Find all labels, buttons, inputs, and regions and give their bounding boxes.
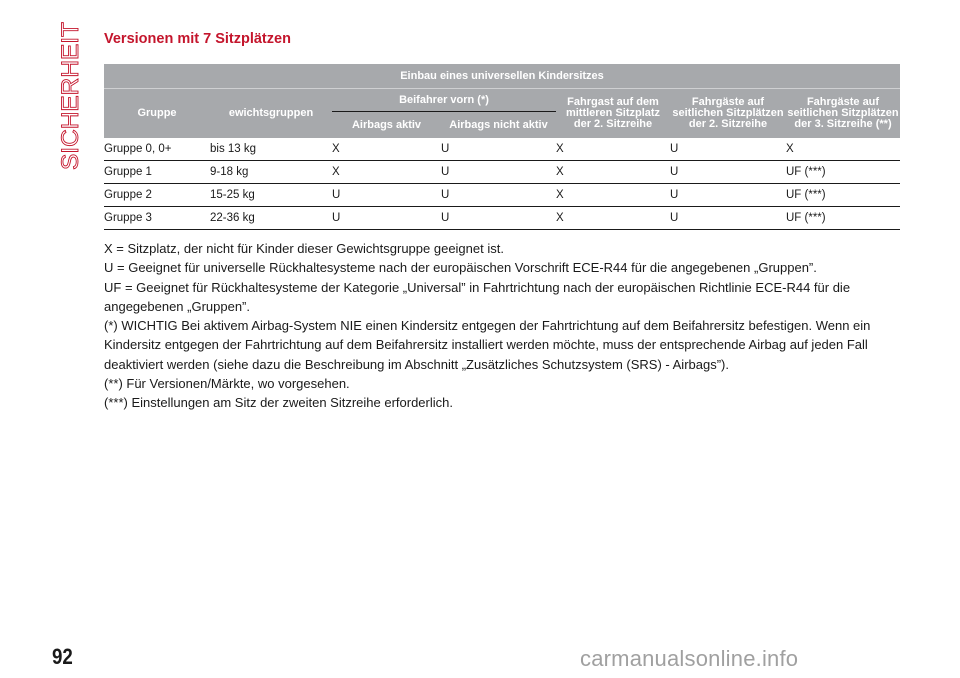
side-section-title-text: SICHERHEIT: [57, 24, 84, 170]
col-airbag-active-header: Airbags aktiv: [332, 112, 441, 139]
cell-weight: 22-36 kg: [210, 207, 332, 230]
col-side-row3-header: Fahrgäste auf seitlichen Sitzplätzen der 3. Sitzreihe (**): [786, 89, 900, 139]
col-middle-seat-header: Fahrgast auf dem mittleren Sitzplatz der 2. Sitzreihe: [556, 89, 670, 139]
child-seat-table: [104, 64, 900, 230]
table-row: [104, 138, 900, 161]
cell-middle-seat: X: [556, 207, 670, 230]
section-title: Versionen mit 7 Sitzplätzen: [104, 31, 291, 47]
note-seat-adjustment: (***) Einstellungen am Sitz der zweiten Sitzreihe erforderlich.: [104, 395, 453, 411]
cell-airbag-inactive: U: [441, 138, 556, 161]
cell-airbag-inactive: U: [441, 161, 556, 184]
cell-airbag-inactive: U: [441, 184, 556, 207]
table-main-header: Einbau eines universellen Kindersitzes: [104, 64, 900, 89]
cell-side-row3: X: [786, 138, 900, 161]
watermark: carmanualsonline.info: [580, 646, 799, 671]
cell-group: Gruppe 3: [104, 207, 210, 230]
cell-airbag-active: X: [332, 138, 441, 161]
cell-middle-seat: X: [556, 161, 670, 184]
note-markets: (**) Für Versionen/Märkte, wo vorgesehen.: [104, 376, 350, 392]
table-row: [104, 161, 900, 184]
legend-notes: [104, 239, 904, 413]
note-airbag-warning: (*) WICHTIG Bei aktivem Airbag-System NIE einen Kindersitz entgegen der Fahrtrichtung auf dem Beifahrersitz befestigen. Wenn ein Kindersitz entgegen der Fahrtrichtung auf dem Beifahrersitz installiert werden möchte, muss der entsprechende Airbag auf jeden Fall deaktiviert werden (siehe dazu die Beschreibung im Abschnitt „Zusätzliches Schutzsystem (SRS) - Airbags”).: [104, 318, 871, 372]
cell-side-row2: U: [670, 207, 786, 230]
note-uf: UF = Geeignet für Rückhaltesysteme der Kategorie „Universal” in Fahrtrichtung nach der europäischen Richtlinie ECE-R44 für die angegebenen „Gruppen”.: [104, 279, 851, 314]
cell-airbag-active: U: [332, 207, 441, 230]
cell-group: Gruppe 0, 0+: [104, 138, 210, 161]
cell-side-row2: U: [670, 184, 786, 207]
cell-side-row2: U: [670, 138, 786, 161]
cell-side-row3: UF (***): [786, 207, 900, 230]
col-side-row2-header: Fahrgäste auf seitlichen Sitzplätzen der 2. Sitzreihe: [670, 89, 786, 139]
cell-weight: 15-25 kg: [210, 184, 332, 207]
cell-airbag-active: U: [332, 184, 441, 207]
side-section-title: [56, 20, 86, 170]
col-weight-header: ewichtsgruppen: [210, 89, 332, 139]
cell-side-row2: U: [670, 161, 786, 184]
col-airbag-inactive-header: Airbags nicht aktiv: [441, 112, 556, 139]
cell-weight: bis 13 kg: [210, 138, 332, 161]
cell-airbag-active: X: [332, 161, 441, 184]
cell-side-row3: UF (***): [786, 161, 900, 184]
col-front-passenger-header: Beifahrer vorn (*): [332, 89, 556, 112]
col-group-header: Gruppe: [104, 89, 210, 139]
cell-weight: 9-18 kg: [210, 161, 332, 184]
cell-middle-seat: X: [556, 138, 670, 161]
cell-airbag-inactive: U: [441, 207, 556, 230]
cell-group: Gruppe 1: [104, 161, 210, 184]
table-row: [104, 184, 900, 207]
cell-middle-seat: X: [556, 184, 670, 207]
note-u: U = Geeignet für universelle Rückhaltesysteme nach der europäischen Vorschrift ECE-R44 für die angegebenen „Gruppen”.: [104, 260, 817, 276]
table-row: [104, 207, 900, 230]
cell-side-row3: UF (***): [786, 184, 900, 207]
note-x: X = Sitzplatz, der nicht für Kinder dieser Gewichtsgruppe geeignet ist.: [104, 241, 504, 256]
page-number: 92: [52, 644, 73, 669]
cell-group: Gruppe 2: [104, 184, 210, 207]
